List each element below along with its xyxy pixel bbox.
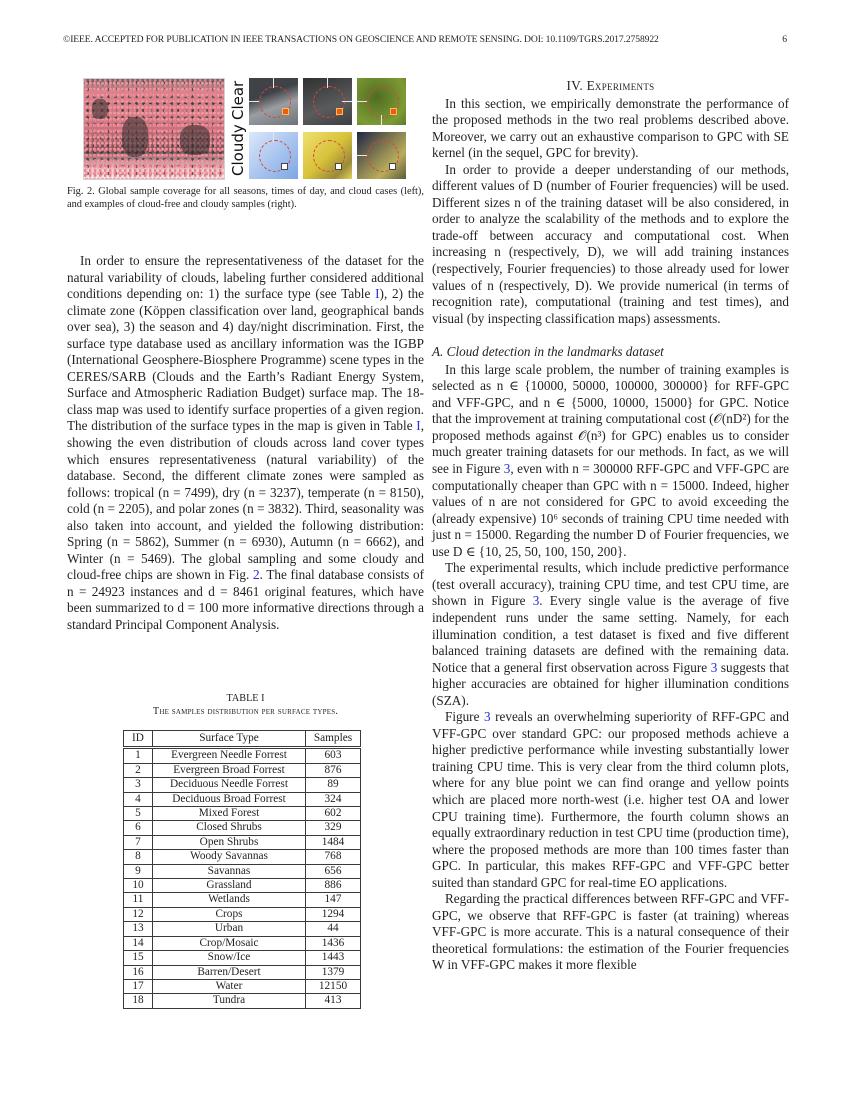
cell-surface-type: Woody Savannas <box>153 850 306 864</box>
clear-sample-chip-3 <box>357 78 406 125</box>
table-row <box>124 893 361 907</box>
cell-id: 11 <box>124 893 153 907</box>
right-column-text <box>432 78 789 974</box>
cell-id: 4 <box>124 792 153 806</box>
table-1-link[interactable]: I <box>416 418 421 434</box>
running-title: ©IEEE. ACCEPTED FOR PUBLICATION IN IEEE TRANSACTIONS ON GEOSCIENCE AND REMOTE SENSING. DOI: 10.1109/TGRS.2017.2758922 <box>63 34 659 45</box>
cell-samples: 603 <box>306 748 361 763</box>
table-row <box>124 835 361 849</box>
subsection-heading-cloud-detection: A. Cloud detection in the landmarks dataset <box>432 344 664 360</box>
cell-id: 18 <box>124 994 153 1008</box>
table-row <box>124 763 361 777</box>
cell-surface-type: Evergreen Needle Forrest <box>153 748 306 763</box>
table-row <box>124 807 361 821</box>
cell-id: 1 <box>124 748 153 763</box>
cell-surface-type: Crops <box>153 907 306 921</box>
cell-samples: 329 <box>306 821 361 835</box>
page-number: 6 <box>782 34 787 45</box>
cell-samples: 1294 <box>306 907 361 921</box>
cell-id: 6 <box>124 821 153 835</box>
cell-surface-type: Closed Shrubs <box>153 821 306 835</box>
cell-id: 13 <box>124 922 153 936</box>
table-1-link[interactable]: I <box>375 286 380 302</box>
table-row <box>124 965 361 979</box>
cell-id: 2 <box>124 763 153 777</box>
cell-samples: 89 <box>306 778 361 792</box>
cloudy-sample-chip-3 <box>357 132 406 179</box>
cell-surface-type: Mixed Forest <box>153 807 306 821</box>
cell-surface-type: Crop/Mosaic <box>153 936 306 950</box>
row-label-cloudy: Cloudy <box>229 124 247 176</box>
cell-id: 9 <box>124 864 153 878</box>
running-header <box>63 34 787 45</box>
cell-surface-type: Urban <box>153 922 306 936</box>
clear-sample-chip-2 <box>303 78 352 125</box>
table-1-label: TABLE I <box>226 693 265 704</box>
cell-surface-type: Snow/Ice <box>153 951 306 965</box>
column-header-id: ID <box>124 731 153 748</box>
figure-2-caption: Fig. 2. Global sample coverage for all seasons, times of day, and cloud cases (left), and examples of cloud-free and cloudy samples (right). <box>67 186 424 210</box>
cloudy-sample-chip-1 <box>249 132 298 179</box>
table-row <box>124 821 361 835</box>
cell-id: 8 <box>124 850 153 864</box>
cell-samples: 656 <box>306 864 361 878</box>
figure-2 <box>81 78 426 178</box>
cell-id: 7 <box>124 835 153 849</box>
column-header-surface-type: Surface Type <box>153 731 306 748</box>
table-row <box>124 864 361 878</box>
cloudy-sample-chip-2 <box>303 132 352 179</box>
table-1-caption: The samples distribution per surface types. <box>152 705 339 717</box>
cell-surface-type: Wetlands <box>153 893 306 907</box>
cell-samples: 1484 <box>306 835 361 849</box>
cell-surface-type: Tundra <box>153 994 306 1008</box>
cell-samples: 768 <box>306 850 361 864</box>
cell-samples: 1443 <box>306 951 361 965</box>
cell-surface-type: Open Shrubs <box>153 835 306 849</box>
cell-surface-type: Water <box>153 979 306 993</box>
cell-surface-type: Barren/Desert <box>153 965 306 979</box>
cell-surface-type: Savannas <box>153 864 306 878</box>
table-row <box>124 979 361 993</box>
cell-surface-type: Deciduous Broad Forrest <box>153 792 306 806</box>
cell-samples: 1436 <box>306 936 361 950</box>
paragraph-training-sizes: In this large scale problem, the number of training examples is selected as n ∈ {10000, 50000, 100000, 300000} for RFF-GPC and VFF-GPC, and n ∈ {5000, 10000, 15000} for GPC. Notice that the improvement at training computational cost (𝒪(nD²) for the proposed methods against 𝒪(n³) for GPC) enables us to consider much greater training datasets for our methods. In fact, as we will see in Figure 3, even with n = 300000 RFF-GPC and VFF-GPC are computationally cheaper than GPC with n = 15000. Indeed, higher values of n are not considered for GPC to avoid exceeding the (already expensive) 10⁶ seconds of training CPU time needed with just n = 15000. Regarding the number D of Fourier frequencies, we use D ∈ {10, 25, 50, 100, 150, 200}. <box>432 361 789 559</box>
cell-samples: 1379 <box>306 965 361 979</box>
cell-samples: 876 <box>306 763 361 777</box>
cell-id: 14 <box>124 936 153 950</box>
figure-2-link[interactable]: 2 <box>252 567 260 583</box>
paragraph-dataset-representativeness: In order to ensure the representativeness of the dataset for the natural variability of clouds, labeling further considered additional conditions depending on: 1) the surface type (see Table I), 2) the climate zone (Köppen classification over land, geographical bands over sea), 3) the season and 4) day/night discrimination. First, the surface type database used as ancillary information was the IGBP (International Geosphere-Biosphere Programme) scene types in the CERES/SARB (Clouds and the Earth’s Radiant Energy System, Surface and Atmospheric Radiation Budget) surface map. The 18-class map was used to identify surface properties of a given region. The distribution of the surface types in the map is given in Table I, showing the even distribution of clouds across land cover types which ensures representativeness (natural variability) of the database. Second, the different climate zones were sampled as follows: tropical (n = 7499), dry (n = 3237), temperate (n = 8150), cold (n = 2205), and polar zones (n = 3832). Third, seasonality was also taken into account, and yielded the following distribution: Spring (n = 5862), Summer (n = 6930), Autumn (n = 6662), and Winter (n = 5469). The global sampling and some cloudy and cloud-free chips are shown in Fig. 2. The final database consists of n = 24923 instances and d = 8461 original features, which have been summarized to d = 100 more informative directions through a standard Principal Component Analysis. <box>67 253 424 633</box>
paragraph-practical-differences: Regarding the practical differences between RFF-GPC and VFF-GPC, we observe that RFF-GPC is faster (at training) whereas VFF-GPC is more accurate. This is a natural consequence of their theoretical formulations: the estimation of the Fourier frequencies W in VFF-GPC makes it more flexible <box>432 891 789 973</box>
global-sample-coverage-map <box>83 78 225 180</box>
figure-3-link[interactable]: 3 <box>710 659 718 675</box>
cell-id: 17 <box>124 979 153 993</box>
table-row <box>124 850 361 864</box>
left-column-text <box>67 253 424 634</box>
cell-samples: 44 <box>306 922 361 936</box>
cell-surface-type: Evergreen Broad Forrest <box>153 763 306 777</box>
table-row <box>124 792 361 806</box>
table-row <box>124 936 361 950</box>
cell-id: 3 <box>124 778 153 792</box>
cell-id: 16 <box>124 965 153 979</box>
table-row <box>124 748 361 763</box>
cell-samples: 12150 <box>306 979 361 993</box>
row-label-clear: Clear <box>229 80 247 120</box>
column-header-samples: Samples <box>306 731 361 748</box>
paragraph-superiority: Figure 3 reveals an overwhelming superiority of RFF-GPC and VFF-GPC over standard GPC: our proposed methods achieve a higher predictive performance while investing substantially lower training CPU time. This is very clear from the third column plots, where for any blue point we can find orange and yellow points which are placed more north-west (i.e. higher test OA and lower CPU training time). Furthermore, the fourth column shows an equally extraordinary reduction in test CPU time (production time), where the proposed methods are more than 100 times faster than GPC. In particular, this makes RFF-GPC and VFF-GPC better suited than standard GPC for real-time EO applications. <box>432 709 789 890</box>
section-heading-experiments: IV. Experiments <box>566 78 655 93</box>
table-row <box>124 994 361 1008</box>
paragraph-experiments-intro: In this section, we empirically demonstrate the performance of the proposed methods in the two real problems described above. Moreover, we carry out an exhaustive comparison to GPC with SE kernel (in the sequel, GPC for brevity). <box>432 95 789 161</box>
table-row <box>124 951 361 965</box>
paragraph-experiment-design: In order to provide a deeper understanding of our methods, different values of D (number of Fourier frequencies) will be used. Different sizes n of the training dataset will be also considered, in order to analyze the scalability of the methods and to explore the trade-off between accuracy and computational cost. When increasing n (respectively, D), we will add training instances (respectively, Fourier frequencies) to those already used for lower values of n (respectively, D). We provide numerical (in terms of recognition rate), computational (training and test times), and visual (by inspecting classification maps) assessments. <box>432 161 789 326</box>
cell-id: 10 <box>124 879 153 893</box>
cell-id: 15 <box>124 951 153 965</box>
cell-surface-type: Grassland <box>153 879 306 893</box>
paragraph-experimental-results: The experimental results, which include predictive performance (test overall accuracy), training CPU time, and test CPU time, are shown in Figure 3. Every single value is the average of five independent runs under the same setting. Namely, for each illumination condition, a test dataset is fixed and five different balanced training datasets are defined with the remaining data. Notice that a general first observation across Figure 3 suggests that higher accuracies are obtained for higher illumination conditions (SZA). <box>432 560 789 708</box>
figure-3-link[interactable]: 3 <box>483 709 491 725</box>
clear-sample-chip-1 <box>249 78 298 125</box>
table-row <box>124 922 361 936</box>
cell-samples: 602 <box>306 807 361 821</box>
cell-samples: 413 <box>306 994 361 1008</box>
cell-samples: 147 <box>306 893 361 907</box>
surface-type-table <box>123 730 361 1009</box>
table-1-title <box>67 693 424 718</box>
table-row <box>124 907 361 921</box>
cell-surface-type: Deciduous Needle Forrest <box>153 778 306 792</box>
cell-id: 5 <box>124 807 153 821</box>
table-header-row <box>124 731 361 748</box>
cell-id: 12 <box>124 907 153 921</box>
cell-samples: 324 <box>306 792 361 806</box>
table-row <box>124 778 361 792</box>
table-row <box>124 879 361 893</box>
figure-3-link[interactable]: 3 <box>503 461 511 477</box>
figure-3-link[interactable]: 3 <box>532 593 540 609</box>
cell-samples: 886 <box>306 879 361 893</box>
